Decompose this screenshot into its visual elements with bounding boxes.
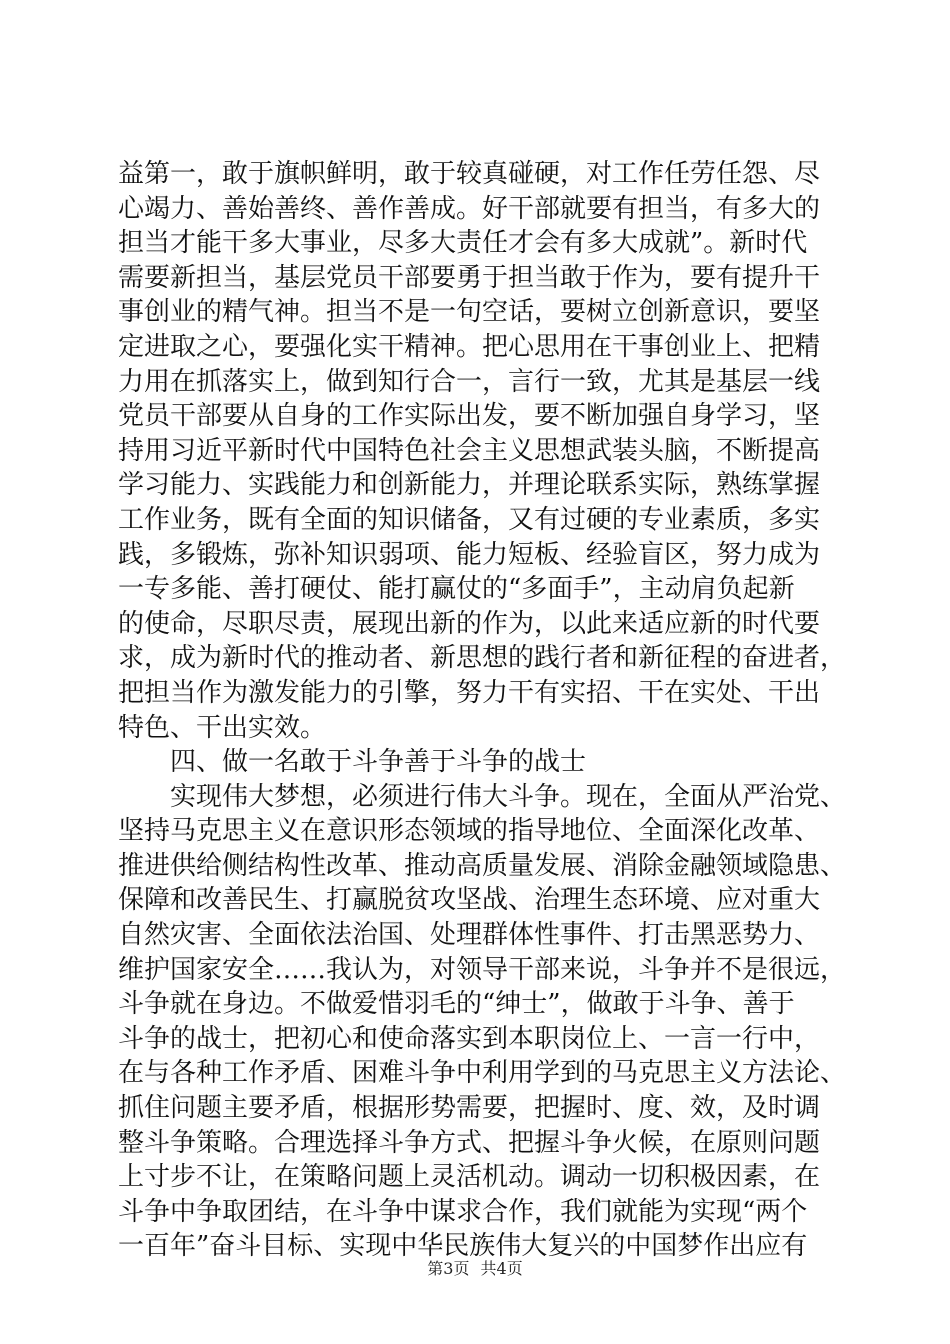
paragraph-2 [118, 780, 847, 1264]
text-line: 抓住问题主要矛盾，根据形势需要，把握时、度、效，及时调 [118, 1093, 821, 1124]
page-total: 共4页 [480, 1259, 523, 1278]
text-line: 益第一，敢于旗帜鲜明，敢于较真碰硬，对工作任劳任怨、尽 [118, 159, 821, 189]
text-line: 自然灾害、全面依法治国、处理群体性事件、打击黑恶势力、 [118, 920, 821, 951]
text-line: 整斗争策略。合理选择斗争方式、把握斗争火候，在原则问题 [118, 1127, 821, 1158]
text-line: 力用在抓落实上，做到知行合一，言行一致，尤其是基层一线 [118, 366, 821, 397]
page-number: 第3页 [427, 1259, 470, 1278]
text-line: 求，成为新时代的推动者、新思想的践行者和新征程的奋进者， [118, 643, 847, 674]
text-line: 需要新担当，基层党员干部要勇于担当敢于作为，要有提升干 [118, 262, 821, 293]
text-line: 把担当作为激发能力的引擎，努力干有实招、干在实处、干出 [118, 677, 821, 708]
text-line: 斗争的战士，把初心和使命落实到本职岗位上、一言一行中， [118, 1023, 821, 1054]
section-heading: 四、做一名敢于斗争善于斗争的战士 [170, 747, 587, 778]
text-line: 实现伟大梦想，必须进行伟大斗争。现在，全面从严治党、 [170, 781, 847, 812]
text-line: 担当才能干多大事业，尽多大责任才会有多大成就”。新时代 [118, 228, 808, 259]
text-line: 维护国家安全……我认为，对领导干部来说，斗争并不是很远， [118, 954, 847, 985]
text-line: 党员干部要从自身的工作实际出发，要不断加强自身学习，坚 [118, 401, 821, 432]
text-line: 践，多锻炼，弥补知识弱项、能力短板、经验盲区，努力成为 [118, 539, 821, 570]
text-line: 学习能力、实践能力和创新能力，并理论联系实际，熟练掌握 [118, 470, 821, 501]
text-line: 坚持马克思主义在意识形态领域的指导地位、全面深化改革、 [118, 816, 821, 847]
paragraph-1 [118, 157, 847, 745]
text-line: 上寸步不让，在策略问题上灵活机动。调动一切积极因素，在 [118, 1162, 821, 1193]
text-line: 一专多能、善打硬仗、能打赢仗的“多面手”，主动肩负起新 [118, 574, 795, 605]
text-line: 在与各种工作矛盾、困难斗争中利用学到的马克思主义方法论、 [118, 1058, 847, 1089]
text-line: 保障和改善民生、打赢脱贫攻坚战、治理生态环境、应对重大 [118, 885, 821, 916]
text-line: 定进取之心，要强化实干精神。把心思用在干事创业上、把精 [118, 331, 821, 362]
text-line: 斗争中争取团结，在斗争中谋求合作，我们就能为实现“两个 [118, 1196, 808, 1227]
text-line: 一百年”奋斗目标、实现中华民族伟大复兴的中国梦作出应有 [118, 1231, 808, 1262]
document-body [118, 157, 847, 1264]
text-line: 持用习近平新时代中国特色社会主义思想武装头脑，不断提高 [118, 435, 821, 466]
text-line: 事创业的精气神。担当不是一句空话，要树立创新意识，要坚 [118, 297, 821, 328]
text-line: 的使命，尽职尽责，展现出新的作为，以此来适应新的时代要 [118, 608, 821, 639]
text-line: 工作业务，既有全面的知识储备，又有过硬的专业素质，多实 [118, 504, 821, 535]
text-line: 心竭力、善始善终、善作善成。好干部就要有担当，有多大的 [118, 193, 821, 224]
text-line: 推进供给侧结构性改革、推动高质量发展、消除金融领域隐患、 [118, 850, 847, 881]
text-line: 斗争就在身边。不做爱惜羽毛的“绅士”，做敢于斗争、善于 [118, 989, 795, 1020]
text-line: 特色、干出实效。 [118, 712, 327, 743]
page-footer [0, 1256, 950, 1279]
